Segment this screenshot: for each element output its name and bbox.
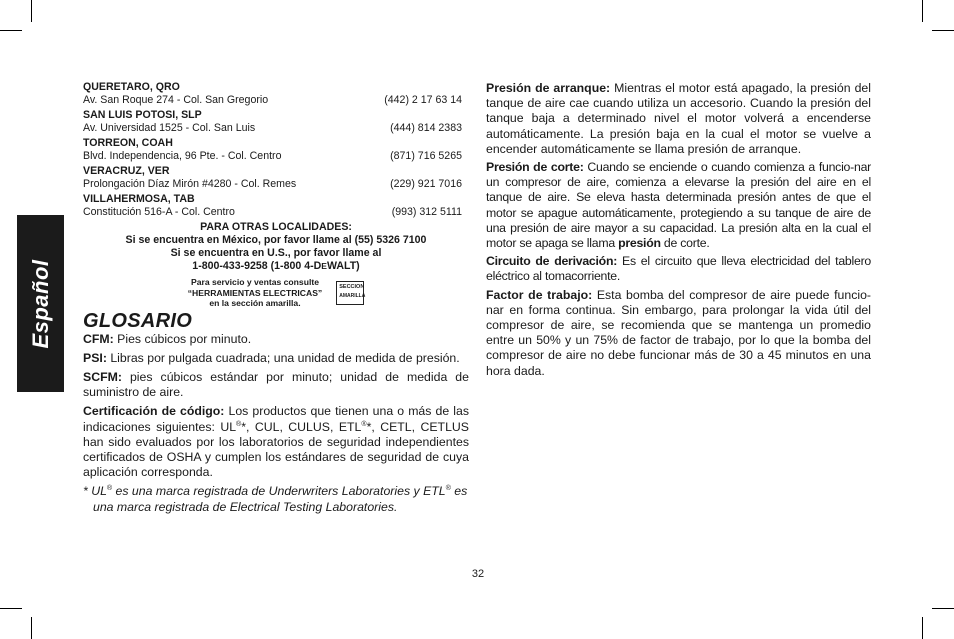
us-phone-smallcap: E [321, 261, 327, 271]
seccion-amarilla-logo [336, 281, 364, 305]
footnote-text: * UL [83, 484, 107, 499]
glossary-entry-certification [83, 404, 469, 480]
registered-mark: ® [361, 420, 367, 428]
glossary-definition: , CUL, CULUS, ETL [246, 419, 362, 434]
mexico-phone-line: Si se encuentra en México, por favor llame al (55) 5326 7100 [125, 234, 427, 246]
glossary-definition: Esta bomba del compresor de aire puede funcio-nar en forma continua. Sin embargo, para prolongar la vida útil del compresor de aire, se recomienda que se mantenga un promedio entre un 50% y un 75% de factor de trabajo, por lo que la bomba del compresor de aire no debe funcionar más de 30 a 45 minutos en una hora dada. [486, 287, 872, 378]
location-phone: (871) 716 5265 [390, 150, 462, 162]
glossary-term: Circuito de derivación: [486, 254, 618, 269]
location-phone: (444) 814 2383 [390, 122, 462, 134]
service-text [188, 277, 322, 309]
glossary-definition: Pies cúbicos por minuto. [113, 331, 252, 346]
glossary-term: Presión de corte: [486, 160, 584, 175]
crop-mark [31, 0, 32, 22]
glossary-term: Certificación de código: [83, 404, 225, 419]
glossary-title: GLOSARIO [83, 309, 193, 332]
logo-text: AMARILLA [339, 292, 366, 299]
glossary-term: Presión de arranque: [486, 81, 611, 95]
location-city: VERACRUZ, VER [83, 165, 170, 177]
us-phone-number [83, 260, 469, 273]
glossary-definition: Los productos que tienen una o más de las indicaciones siguientes: UL [83, 404, 469, 434]
location-entry [83, 193, 469, 219]
location-entry [83, 165, 469, 191]
location-city: VILLAHERMOSA, TAB [83, 193, 195, 205]
asterisk: * [241, 419, 247, 434]
glossary-entry-scfm [83, 370, 469, 400]
service-note [83, 277, 469, 309]
footnote-text: es una marca registrada de Underwriters Laboratories y ETL [112, 484, 446, 499]
page-number: 32 [471, 568, 485, 580]
left-column [83, 81, 469, 515]
footnote-text: es una marca registrada de Electrical Testing Laboratories. [93, 484, 468, 514]
location-city: TORREON, COAH [83, 137, 173, 149]
glossary-entry-cutout-pressure [486, 160, 871, 251]
location-phone: (442) 2 17 63 14 [384, 94, 462, 106]
glossary-term-inline: presión [618, 236, 661, 251]
location-address: Constitución 516-A - Col. Centro [83, 206, 235, 218]
logo-text: SECCION [339, 283, 365, 290]
glossary-definition: Es el circuito que lleva electricidad del tablero eléctrico al tomacorriente. [486, 254, 872, 284]
service-line: Para servicio y ventas consulte [190, 277, 319, 287]
registered-mark: ® [106, 485, 113, 493]
glossary-term: PSI: [83, 350, 107, 365]
location-phone: (993) 312 5111 [391, 206, 462, 218]
trademark-footnote [83, 484, 469, 514]
location-address: Prolongación Díaz Mirón #4280 - Col. Remes [83, 178, 297, 190]
glossary-term: Factor de trabajo: [486, 287, 593, 302]
asterisk: * [366, 419, 372, 434]
service-line: “HERRAMIENTAS ELECTRICAS” [187, 287, 323, 298]
service-line: en la sección amarilla. [209, 298, 301, 308]
registered-mark: ® [236, 420, 242, 428]
location-address: Av. San Roque 274 - Col. San Gregorio [83, 94, 269, 106]
glossary-definition: , CETL, CETLUS han sido evaluados por los laboratorios de seguridad independientes certificados de OSHA y cumplen los estándares de seguridad de cuya aplicación corresponda. [83, 419, 469, 480]
location-city: QUERETARO, QRO [83, 81, 180, 93]
crop-mark [922, 617, 923, 639]
us-phone-suffix: WALT) [326, 260, 360, 272]
location-entry [83, 137, 469, 163]
right-column [486, 81, 871, 382]
location-city: SAN LUIS POTOSI, SLP [83, 109, 202, 121]
glossary-entry-cfm [83, 332, 469, 347]
crop-mark [0, 30, 22, 31]
location-phone: (229) 921 7016 [390, 178, 462, 190]
glossary-definition: Cuando se enciende o cuando comienza a funcio-nar un compresor de aire, comienza a elevarse la presión del aire en el tanque de aire. Se eleva hasta determinada presión antes de que el motor se apague automáticamente, protegiendo a su tanque de aire de una presión de aire mayor a su capacidad. La presión alta en la cual el motor se apaga se llama [486, 160, 872, 251]
crop-mark [932, 608, 954, 609]
glossary-entry-duty-cycle [486, 288, 871, 379]
glossary-entry-psi [83, 351, 469, 366]
glossary-entry-start-pressure [486, 81, 871, 157]
us-phone-line: Si se encuentra en U.S., por favor llame al [170, 247, 382, 259]
location-entry [83, 81, 469, 107]
glossary-definition: Mientras el motor está apagado, la presión del tanque de aire cae cuando utiliza un accesorio. Cuando la presión del tanque baja a determinado nivel el motor volverá a encenderse automáticamente. La presión baja en la cual el motor se vuelve a encender automáticamente se llama presión de arranque. [486, 81, 871, 156]
us-phone-prefix: 1-800-433-9258 (1-800 4-D [192, 260, 322, 272]
glossary-term: CFM: [83, 331, 114, 346]
other-locations-heading: PARA OTRAS LOCALIDADES: [200, 221, 352, 233]
crop-mark [0, 608, 22, 609]
glossary-entry-bypass-circuit [486, 254, 871, 284]
crop-mark [922, 0, 923, 22]
crop-mark [932, 30, 954, 31]
glossary-term: SCFM: [83, 369, 122, 384]
glossary-definition: pies cúbicos estándar por minuto; unidad de medida de suministro de aire. [83, 369, 469, 400]
location-entry [83, 109, 469, 135]
language-tab-label: Español [27, 258, 53, 349]
location-address: Blvd. Independencia, 96 Pte. - Col. Centro [83, 150, 282, 162]
glossary-definition: Libras por pulgada cuadrada; una unidad de medida de presión. [106, 350, 460, 365]
location-address: Av. Universidad 1525 - Col. San Luis [83, 122, 256, 134]
registered-mark: ® [445, 485, 451, 493]
crop-mark [31, 617, 32, 639]
language-tab [17, 215, 64, 392]
glossary-definition: de corte. [660, 236, 710, 251]
